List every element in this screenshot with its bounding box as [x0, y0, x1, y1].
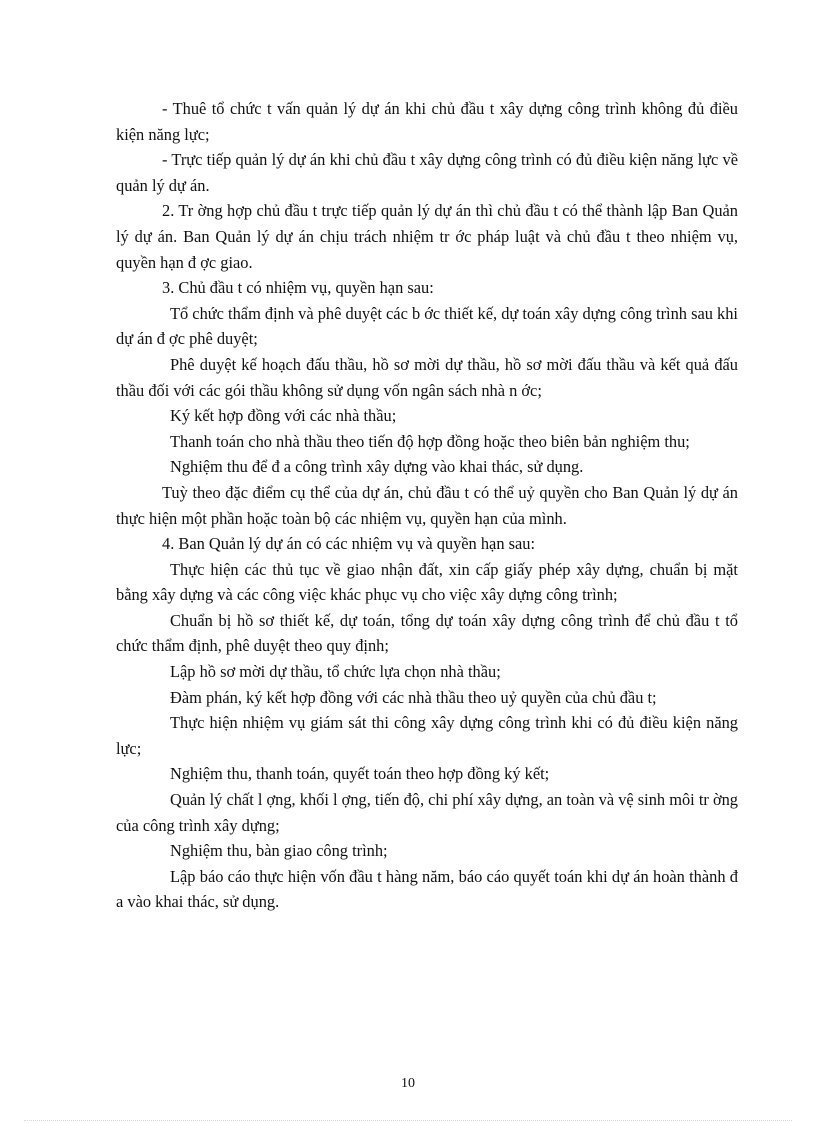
page-number: 10 [401, 1076, 415, 1091]
list-item: Thực hiện nhiệm vụ giám sát thi công xây dựng công trình khi có đủ điều kiện năng lực; [116, 713, 738, 758]
paragraph-section-4-heading: 4. Ban Quản lý dự án có các nhiệm vụ và quyền hạn sau: [162, 534, 536, 554]
list-item: Tổ chức thẩm định và phê duyệt các b ớc thiết kế, dự toán xây dựng công trình sau khi dự án đ ợc phê duyệt; [116, 303, 738, 349]
list-item: Nghiệm thu để đ a công trình xây dựng vào khai thác, sử dụng. [170, 457, 584, 477]
paragraph-section-2: 2. Tr ờng hợp chủ đầu t trực tiếp quản lý dự án thì chủ đầu t có thể thành lập Ban Quản lý dự án. Ban Quản lý dự án chịu trách nhiệm tr ớc pháp luật và chủ đầu t theo nhiệm vụ, quyền hạn đ ợc giao. [116, 201, 738, 272]
list-item: Phê duyệt kế hoạch đấu thầu, hồ sơ mời dự thầu, hồ sơ mời đấu thầu và kết quả đấu thầu đối với các gói thầu không sử dụng vốn ngân sách nhà n ớc; [116, 354, 738, 400]
paragraph-hire-consultant: - Thuê tổ chức t vấn quản lý dự án khi chủ đầu t xây dựng công trình không đủ điều kiện năng lực; [116, 99, 738, 144]
list-item: Quản lý chất l ợng, khối l ợng, tiến độ, chi phí xây dựng, an toàn và vệ sinh môi tr ờng của công trình xây dựng; [116, 790, 738, 835]
list-item: Lập báo cáo thực hiện vốn đầu t hàng năm, báo cáo quyết toán khi dự án hoàn thành đ a vào khai thác, sử dụng. [116, 866, 738, 912]
list-item: Thanh toán cho nhà thầu theo tiến độ hợp đồng hoặc theo biên bản nghiệm thu; [170, 431, 690, 451]
paragraph-direct-management: - Trực tiếp quản lý dự án khi chủ đầu t xây dựng công trình có đủ điều kiện năng lực về quản lý dự án. [116, 150, 738, 195]
document-body [116, 96, 738, 915]
page-bottom-divider [24, 1120, 792, 1121]
list-item: Đàm phán, ký kết hợp đồng với các nhà thầu theo uỷ quyền của chủ đầu t; [170, 687, 657, 707]
list-item: Chuẩn bị hồ sơ thiết kế, dự toán, tổng dự toán xây dựng công trình để chủ đầu t tổ chức thẩm định, phê duyệt theo quy định; [116, 610, 738, 656]
list-item: Nghiệm thu, bàn giao công trình; [170, 841, 388, 861]
list-item: Nghiệm thu, thanh toán, quyết toán theo hợp đồng ký kết; [170, 764, 550, 784]
list-item: Thực hiện các thủ tục về giao nhận đất, xin cấp giấy phép xây dựng, chuẩn bị mặt bằng xây dựng và các công việc khác phục vụ cho việc xây dựng công trình; [116, 559, 738, 605]
list-item: Lập hồ sơ mời dự thầu, tổ chức lựa chọn nhà thầu; [170, 662, 501, 682]
list-item: Ký kết hợp đồng với các nhà thầu; [170, 406, 397, 426]
paragraph-delegation: Tuỳ theo đặc điểm cụ thể của dự án, chủ đầu t có thể uỷ quyền cho Ban Quản lý dự án thực hiện một phần hoặc toàn bộ các nhiệm vụ, quyền hạn của mình. [116, 482, 738, 528]
paragraph-section-3-heading: 3. Chủ đầu t có nhiệm vụ, quyền hạn sau: [162, 278, 434, 298]
